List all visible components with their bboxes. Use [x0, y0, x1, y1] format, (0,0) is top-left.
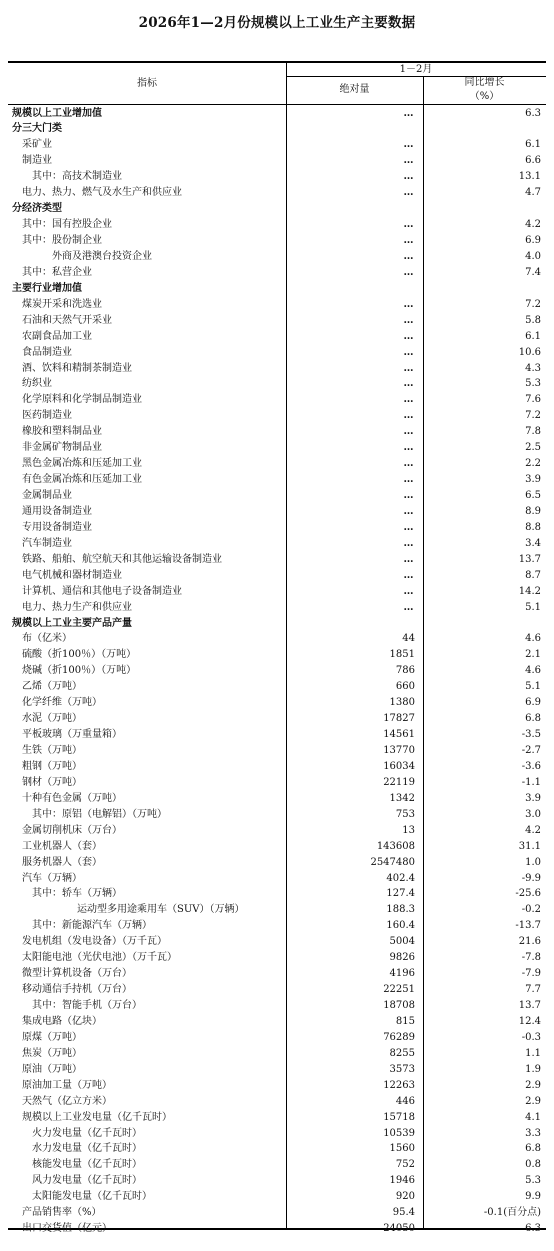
table-row	[0, 1205, 554, 1221]
row-absolute-value: 753	[395, 808, 415, 820]
row-label: 其中：原铝（电解铝）（万吨）	[32, 808, 167, 820]
row-label: 其中：股份制企业	[22, 235, 102, 246]
row-label: 规模以上工业发电量（亿千瓦时）	[22, 1111, 172, 1123]
row-yoy-change: 2.1	[525, 649, 541, 661]
table-row	[0, 329, 554, 345]
row-yoy-change: -25.6	[515, 888, 541, 900]
row-label: 金属切削机床（万台）	[22, 824, 122, 836]
row-yoy-change: 5.3	[525, 378, 541, 390]
row-yoy-change: 6.1	[525, 330, 541, 342]
row-label: 化学原料和化学制品制造业	[22, 394, 142, 406]
row-label: 黑色金属冶炼和压延加工业	[22, 458, 142, 470]
data-table-body	[0, 106, 554, 1238]
row-absolute-value: 660	[395, 681, 415, 693]
row-yoy-change: -2.7	[521, 745, 541, 756]
row-label: 电力、热力、燃气及水生产和供应业	[22, 187, 182, 199]
row-label: 规模以上工业主要产品产量	[12, 617, 132, 629]
row-label: 太阳能发电量（亿千瓦时）	[32, 1191, 152, 1203]
row-yoy-change: -1.1	[521, 776, 541, 788]
table-row	[0, 536, 554, 552]
row-label: 其中：新能源汽车（万辆）	[32, 920, 152, 932]
row-absolute-value: …	[403, 490, 413, 501]
row-absolute-value: 786	[395, 665, 415, 677]
row-yoy-change: -7.9	[521, 968, 541, 980]
row-yoy-change: 7.4	[525, 266, 541, 278]
row-yoy-change: 7.2	[525, 298, 541, 310]
page-title: 2026年1—2月份规模以上工业生产主要数据	[138, 15, 416, 31]
row-yoy-change: 13.7	[518, 1000, 541, 1011]
row-label: 水力发电量（亿千瓦时）	[32, 1143, 142, 1155]
row-absolute-value: 815	[395, 1015, 415, 1027]
row-absolute-value: …	[403, 139, 413, 151]
row-yoy-change: 5.3	[525, 1175, 541, 1187]
row-label: 有色金属冶炼和压延加工业	[22, 474, 142, 486]
row-absolute-value: 127.4	[386, 888, 415, 900]
row-absolute-value: …	[403, 601, 413, 613]
row-yoy-change: 3.9	[525, 474, 541, 486]
row-label: 原煤（万吨）	[22, 1031, 82, 1043]
row-absolute-value: 5004	[389, 936, 415, 948]
table-row	[0, 966, 554, 982]
row-label: 纺织业	[22, 378, 52, 390]
row-absolute-value: 44	[402, 633, 415, 645]
row-yoy-change: 8.7	[525, 569, 541, 581]
row-label: 出口交货值（亿元）	[22, 1223, 112, 1235]
table-row	[0, 1078, 554, 1094]
row-yoy-change: -9.9	[521, 872, 541, 884]
row-absolute-value: …	[403, 362, 413, 374]
table-row	[0, 1126, 554, 1142]
table-row	[0, 918, 554, 934]
row-absolute-value: 188.3	[386, 904, 415, 916]
row-absolute-value: 2547480	[370, 856, 415, 868]
table-row	[0, 361, 554, 377]
table-row	[0, 424, 554, 440]
row-yoy-change: 14.2	[518, 585, 541, 597]
table-row	[0, 137, 554, 153]
row-absolute-value: …	[403, 458, 413, 470]
row-yoy-change: 1.9	[525, 1063, 541, 1075]
row-absolute-value: 18708	[383, 1000, 415, 1011]
row-absolute-value: 95.4	[392, 1207, 415, 1219]
row-yoy-change: 6.8	[525, 1143, 541, 1155]
row-absolute-value: …	[403, 521, 413, 533]
row-yoy-change: 6.1	[525, 139, 541, 151]
row-label: 医药制造业	[22, 410, 72, 422]
row-yoy-change: 6.9	[525, 697, 541, 709]
table-row	[0, 823, 554, 839]
row-yoy-change: 1.1	[525, 1047, 541, 1059]
row-yoy-change: 12.4	[518, 1015, 541, 1027]
row-label: 规模以上工业增加值	[12, 107, 102, 119]
row-absolute-value: 446	[395, 1095, 415, 1107]
table-section-row	[0, 616, 554, 632]
row-label: 汽车（万辆）	[22, 872, 82, 884]
row-label: 原油（万吨）	[22, 1063, 82, 1075]
row-yoy-change: 4.2	[525, 824, 541, 836]
row-absolute-value: 143608	[376, 840, 415, 852]
row-label: 微型计算机设备（万台）	[22, 968, 132, 980]
row-label: 其中：轿车（万辆）	[32, 888, 122, 900]
header-period: 1－2月	[399, 64, 433, 75]
table-row	[0, 663, 554, 679]
table-row	[0, 1110, 554, 1126]
row-absolute-value: 24050	[383, 1223, 415, 1235]
row-label: 风力发电量（亿千瓦时）	[32, 1175, 142, 1187]
row-absolute-value: …	[403, 107, 413, 119]
row-label: 制造业	[22, 155, 52, 167]
table-row	[0, 392, 554, 408]
table-row	[0, 265, 554, 281]
table-row	[0, 934, 554, 950]
row-yoy-change: -3.6	[521, 760, 541, 772]
table-row	[0, 695, 554, 711]
row-absolute-value: 4196	[389, 968, 415, 980]
row-absolute-value: …	[403, 266, 413, 278]
row-label: 非金属矿物制品业	[22, 442, 102, 454]
table-row	[0, 217, 554, 233]
row-label: 其中：国有控股企业	[22, 219, 112, 231]
table-row	[0, 1173, 554, 1189]
row-absolute-value: 22251	[383, 984, 415, 996]
row-label: 其中：私营企业	[22, 266, 92, 278]
row-label: 采矿业	[22, 139, 52, 151]
row-label: 通用设备制造业	[22, 505, 92, 517]
table-row	[0, 169, 554, 185]
row-label: 平板玻璃（万重量箱）	[22, 729, 122, 741]
header-indicator: 指标	[137, 78, 157, 89]
row-absolute-value: 14561	[383, 729, 415, 741]
row-label: 石油和天然气开采业	[22, 314, 112, 326]
row-absolute-value: …	[403, 219, 413, 231]
table-row	[0, 727, 554, 743]
row-yoy-change: 4.2	[525, 219, 541, 231]
row-label: 其中：智能手机（万台）	[32, 1000, 142, 1011]
row-label: 电力、热力生产和供应业	[22, 601, 132, 613]
row-yoy-change: 6.9	[525, 235, 541, 246]
table-section-row	[0, 201, 554, 217]
row-label: 生铁（万吨）	[22, 745, 82, 756]
row-absolute-value: …	[403, 505, 413, 517]
table-section-row	[0, 106, 554, 122]
row-absolute-value: 402.4	[386, 872, 415, 884]
row-label: 汽车制造业	[22, 537, 72, 549]
row-yoy-change: 7.2	[525, 410, 541, 422]
table-row	[0, 345, 554, 361]
row-absolute-value: 16034	[383, 760, 415, 772]
row-absolute-value: 15718	[383, 1111, 415, 1123]
row-yoy-change: 7.8	[525, 426, 541, 438]
row-absolute-value: 13	[402, 824, 415, 836]
row-absolute-value: 1380	[389, 697, 415, 709]
table-row	[0, 839, 554, 855]
table-row	[0, 950, 554, 966]
table-row	[0, 759, 554, 775]
table-row	[0, 1141, 554, 1157]
table-row	[0, 982, 554, 998]
row-yoy-change: -3.5	[521, 729, 541, 741]
row-yoy-change: 10.6	[518, 346, 541, 358]
row-absolute-value: …	[403, 187, 413, 199]
table-row	[0, 807, 554, 823]
row-yoy-change: 6.3	[525, 1223, 541, 1235]
row-absolute-value: …	[403, 250, 413, 262]
row-absolute-value: …	[403, 155, 413, 167]
row-absolute-value: 1560	[389, 1143, 415, 1155]
table-row	[0, 998, 554, 1014]
row-label: 火力发电量（亿千瓦时）	[32, 1127, 142, 1139]
row-yoy-change: 4.0	[525, 250, 541, 262]
table-row	[0, 185, 554, 201]
row-yoy-change: 8.8	[525, 521, 541, 533]
table-row	[0, 488, 554, 504]
row-label: 橡胶和塑料制品业	[22, 426, 102, 438]
row-absolute-value: 1946	[389, 1175, 415, 1187]
table-row	[0, 1046, 554, 1062]
table-row	[0, 552, 554, 568]
row-absolute-value: 920	[395, 1191, 415, 1203]
row-absolute-value: …	[403, 235, 413, 246]
row-absolute-value: …	[403, 171, 413, 183]
table-row	[0, 1157, 554, 1173]
row-absolute-value: 76289	[383, 1031, 415, 1043]
row-yoy-change: -0.3	[521, 1031, 541, 1043]
row-yoy-change: 4.6	[525, 665, 541, 677]
row-yoy-change: -13.7	[515, 920, 541, 932]
row-yoy-change: 6.6	[525, 155, 541, 167]
table-row	[0, 233, 554, 249]
table-row	[0, 600, 554, 616]
row-label: 烧碱（折100％）（万吨）	[22, 665, 137, 677]
row-absolute-value: …	[403, 426, 413, 438]
row-absolute-value: …	[403, 394, 413, 406]
table-row	[0, 297, 554, 313]
row-yoy-change: 4.7	[525, 187, 541, 199]
row-label: 外商及港澳台投资企业	[52, 250, 152, 262]
table-row	[0, 791, 554, 807]
row-yoy-change: 13.7	[518, 553, 541, 565]
table-row	[0, 153, 554, 169]
row-yoy-change: 4.6	[525, 633, 541, 645]
row-yoy-change: 1.0	[525, 856, 541, 868]
row-yoy-change: 4.3	[525, 362, 541, 374]
table-row	[0, 902, 554, 918]
row-yoy-change: 3.0	[525, 808, 541, 820]
row-yoy-change: -0.2	[521, 904, 541, 916]
row-yoy-change: 21.6	[518, 936, 541, 948]
table-row	[0, 679, 554, 695]
row-label: 太阳能电池（光伏电池）（万千瓦）	[22, 952, 177, 964]
table-row	[0, 440, 554, 456]
header-yoy-unit: （%）	[469, 91, 500, 102]
row-yoy-change: 7.6	[525, 394, 541, 406]
row-label: 发电机组（发电设备）（万千瓦）	[22, 936, 167, 948]
row-label: 专用设备制造业	[22, 521, 92, 533]
row-yoy-change: 3.3	[525, 1127, 541, 1139]
row-absolute-value: …	[403, 585, 413, 597]
table-row	[0, 568, 554, 584]
table-row	[0, 504, 554, 520]
table-section-row	[0, 121, 554, 137]
row-yoy-change: 5.8	[525, 314, 541, 326]
table-row	[0, 871, 554, 887]
row-label: 金属制品业	[22, 490, 72, 501]
row-absolute-value: …	[403, 346, 413, 358]
row-label: 水泥（万吨）	[22, 713, 82, 725]
row-label: 焦炭（万吨）	[22, 1047, 82, 1059]
table-row	[0, 520, 554, 536]
row-absolute-value: 3573	[389, 1063, 415, 1075]
row-label: 乙烯（万吨）	[22, 681, 82, 693]
row-yoy-change: 31.1	[518, 840, 541, 852]
row-absolute-value: 1851	[389, 649, 415, 661]
row-yoy-change: 2.5	[525, 442, 541, 454]
table-row	[0, 743, 554, 759]
row-yoy-change: 6.3	[525, 107, 541, 119]
row-yoy-change: -7.8	[521, 952, 541, 964]
row-absolute-value: …	[403, 537, 413, 549]
row-label: 十种有色金属（万吨）	[22, 792, 122, 804]
row-label: 核能发电量（亿千瓦时）	[32, 1159, 142, 1171]
row-label: 粗钢（万吨）	[22, 760, 82, 772]
row-absolute-value: …	[403, 314, 413, 326]
row-absolute-value: …	[403, 378, 413, 390]
row-label: 主要行业增加值	[12, 282, 82, 294]
row-label: 集成电路（亿块）	[22, 1015, 102, 1027]
table-row	[0, 711, 554, 727]
row-absolute-value: 17827	[383, 713, 415, 725]
row-label: 钢材（万吨）	[22, 776, 82, 788]
row-yoy-change: 8.9	[525, 505, 541, 517]
row-absolute-value: 1342	[389, 792, 415, 804]
row-absolute-value: …	[403, 330, 413, 342]
row-label: 硫酸（折100％）（万吨）	[22, 649, 137, 661]
table-section-row	[0, 281, 554, 297]
row-absolute-value: 13770	[383, 745, 415, 756]
row-absolute-value: 12263	[383, 1079, 415, 1091]
row-label: 服务机器人（套）	[22, 856, 102, 868]
row-label: 计算机、通信和其他电子设备制造业	[22, 585, 182, 597]
row-yoy-change: 13.1	[518, 171, 541, 183]
row-label: 酒、饮料和精制茶制造业	[22, 362, 132, 374]
row-absolute-value: 752	[395, 1159, 415, 1171]
row-yoy-change: -0.1(百分点)	[483, 1207, 541, 1219]
row-label: 农副食品加工业	[22, 330, 92, 342]
row-absolute-value: …	[403, 569, 413, 581]
row-absolute-value: …	[403, 553, 413, 565]
row-yoy-change: 5.1	[525, 601, 541, 613]
table-row	[0, 1221, 554, 1237]
row-label: 移动通信手持机（万台）	[22, 984, 132, 996]
table-row	[0, 472, 554, 488]
row-label: 原油加工量（万吨）	[22, 1079, 112, 1091]
row-absolute-value: 9826	[389, 952, 415, 964]
table-row	[0, 249, 554, 265]
row-absolute-value: …	[403, 442, 413, 454]
row-label: 天然气（亿立方米）	[22, 1095, 112, 1107]
table-row	[0, 376, 554, 392]
row-label: 电气机械和器材制造业	[22, 569, 122, 581]
row-label: 食品制造业	[22, 346, 72, 358]
row-label: 工业机器人（套）	[22, 840, 102, 852]
header-yoy: 同比增长	[464, 77, 505, 88]
row-label: 其中：高技术制造业	[32, 171, 122, 183]
table-row	[0, 1030, 554, 1046]
table-row	[0, 886, 554, 902]
row-absolute-value: …	[403, 298, 413, 310]
row-label: 产品销售率（%）	[22, 1207, 102, 1219]
row-absolute-value: 160.4	[386, 920, 415, 932]
row-yoy-change: 9.9	[525, 1191, 541, 1203]
table-row	[0, 1094, 554, 1110]
row-yoy-change: 0.8	[525, 1159, 541, 1171]
table-row	[0, 1189, 554, 1205]
row-yoy-change: 5.1	[525, 681, 541, 693]
row-yoy-change: 6.8	[525, 713, 541, 725]
row-yoy-change: 6.5	[525, 490, 541, 501]
header-absolute: 绝对量	[339, 84, 370, 95]
row-yoy-change: 2.9	[525, 1095, 541, 1107]
row-yoy-change: 7.7	[525, 984, 541, 996]
row-yoy-change: 2.9	[525, 1079, 541, 1091]
row-yoy-change: 4.1	[525, 1111, 541, 1123]
table-row	[0, 1014, 554, 1030]
row-label: 煤炭开采和洗选业	[22, 298, 102, 310]
row-label: 分经济类型	[12, 203, 62, 215]
table-row	[0, 313, 554, 329]
table-row	[0, 1062, 554, 1078]
table-row	[0, 408, 554, 424]
row-absolute-value: …	[403, 410, 413, 422]
row-absolute-value: 10539	[383, 1127, 415, 1139]
row-label: 分三大门类	[12, 123, 62, 135]
table-row	[0, 631, 554, 647]
row-label: 铁路、船舶、航空航天和其他运输设备制造业	[22, 553, 222, 565]
table-row	[0, 456, 554, 472]
row-absolute-value: 22119	[383, 776, 415, 788]
row-absolute-value: 8255	[389, 1047, 415, 1059]
row-yoy-change: 3.9	[525, 792, 541, 804]
table-row	[0, 855, 554, 871]
row-yoy-change: 3.4	[525, 537, 541, 549]
table-top-rule	[8, 61, 546, 63]
row-yoy-change: 2.2	[525, 458, 541, 470]
table-row	[0, 775, 554, 791]
row-label: 运动型多用途乘用车（SUV）（万辆）	[77, 904, 245, 916]
table-row	[0, 584, 554, 600]
row-absolute-value: …	[403, 474, 413, 486]
row-label: 化学纤维（万吨）	[22, 697, 102, 709]
table-row	[0, 647, 554, 663]
row-label: 布（亿米）	[22, 633, 72, 645]
